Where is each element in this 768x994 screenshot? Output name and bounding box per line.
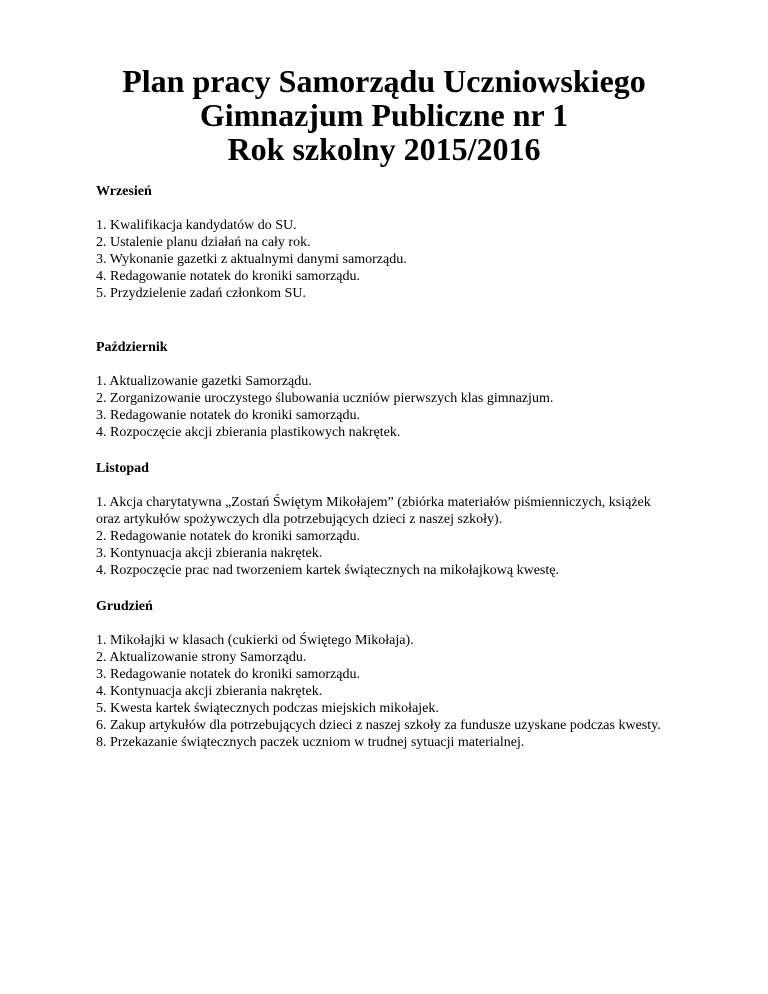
list-item: 1. Kwalifikacja kandydatów do SU. — [96, 218, 297, 233]
section-item-list — [96, 632, 672, 751]
section-heading: Wrzesień — [96, 184, 152, 199]
list-item: 2. Ustalenie planu działań na cały rok. — [96, 235, 311, 250]
section-item-list — [96, 494, 672, 579]
list-item: 6. Zakup artykułów dla potrzebujących dzieci z naszej szkoły za fundusze uzyskane podczas kwesty. — [96, 718, 661, 733]
section-heading: Październik — [96, 340, 168, 355]
list-item: 3. Kontynuacja akcji zbierania nakrętek. — [96, 546, 323, 561]
title-line-3: Rok szkolny 2015/2016 — [227, 131, 541, 167]
list-item: 5. Kwesta kartek świątecznych podczas miejskich mikołajek. — [96, 701, 439, 716]
list-item: 3. Redagowanie notatek do kroniki samorządu. — [96, 667, 360, 682]
section-pazdziernik — [96, 339, 672, 441]
section-heading: Listopad — [96, 461, 149, 476]
title-line-2: Gimnazjum Publiczne nr 1 — [199, 97, 569, 133]
list-item: 2. Zorganizowanie uroczystego ślubowania uczniów pierwszych klas gimnazjum. — [96, 391, 554, 406]
list-item: 8. Przekazanie świątecznych paczek uczniom w trudnej sytuacji materialnej. — [96, 735, 525, 750]
list-item: 2. Aktualizowanie strony Samorządu. — [96, 650, 307, 665]
list-item: 4. Rozpoczęcie prac nad tworzeniem kartek świątecznych na mikołajkową kwestę. — [96, 563, 559, 578]
list-item: 5. Przydzielenie zadań członkom SU. — [96, 286, 306, 301]
list-item: 1. Aktualizowanie gazetki Samorządu. — [96, 374, 312, 389]
list-item: 3. Redagowanie notatek do kroniki samorządu. — [96, 408, 360, 423]
document-title — [96, 64, 672, 166]
list-item: 4. Kontynuacja akcji zbierania nakrętek. — [96, 684, 323, 699]
list-item: 4. Rozpoczęcie akcji zbierania plastikowych nakrętek. — [96, 425, 401, 440]
list-item: 4. Redagowanie notatek do kroniki samorządu. — [96, 269, 360, 284]
list-item: 1. Akcja charytatywna „Zostań Świętym Mikołajem” (zbiórka materiałów piśmienniczych, książek oraz artykułów spożywczych dla potrzebujących dzieci z naszej szkoły). — [96, 495, 651, 527]
section-listopad — [96, 460, 672, 579]
list-item: 1. Mikołajki w klasach (cukierki od Świętego Mikołaja). — [96, 633, 414, 648]
section-item-list — [96, 373, 672, 441]
section-wrzesien — [96, 183, 672, 302]
title-line-1: Plan pracy Samorządu Uczniowskiego — [122, 63, 646, 99]
section-heading: Grudzień — [96, 599, 153, 614]
list-item: 3. Wykonanie gazetki z aktualnymi danymi samorządu. — [96, 252, 407, 267]
list-item: 2. Redagowanie notatek do kroniki samorządu. — [96, 529, 360, 544]
section-grudzien — [96, 598, 672, 751]
section-item-list — [96, 217, 672, 302]
